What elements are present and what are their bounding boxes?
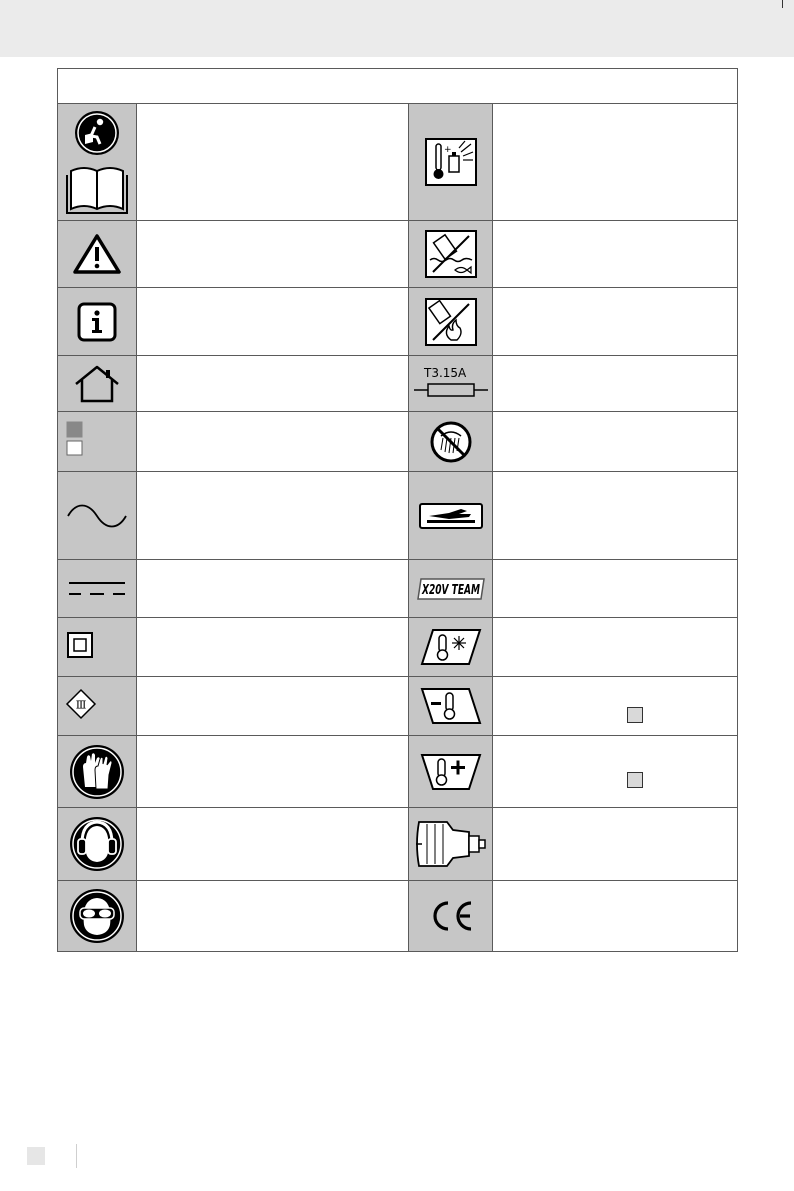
indoor-use-icon: [58, 356, 137, 412]
symbol-description: [137, 104, 409, 221]
symbol-description: [493, 221, 738, 288]
battery-adapter-icon: [409, 808, 493, 881]
table-row: [58, 808, 738, 881]
svg-text:+: +: [443, 145, 452, 155]
table-row: [58, 560, 738, 618]
table-row: [58, 104, 738, 221]
warm-surface-hand-icon: [409, 472, 493, 560]
x20v-team-logo-icon: [409, 560, 493, 618]
table-row: [58, 677, 738, 736]
symbol-description: [493, 736, 738, 808]
read-manual-icon: [58, 104, 137, 221]
symbol-description: [493, 356, 738, 412]
symbol-description: [137, 677, 409, 736]
table-row: [58, 221, 738, 288]
table-row: [58, 618, 738, 677]
top-bar: [0, 0, 794, 57]
symbol-legend-table: [57, 68, 738, 952]
protection-class-ii-icon: [58, 618, 137, 677]
sunlight-temperature-icon: [409, 104, 493, 221]
warning-triangle-icon: [58, 221, 137, 288]
symbol-description: [493, 881, 738, 952]
symbol-description: [137, 472, 409, 560]
protection-class-iii-icon: [58, 677, 137, 736]
table-header: [58, 69, 738, 104]
symbol-description: [493, 618, 738, 677]
symbol-description: [493, 560, 738, 618]
table-header-row: [58, 69, 738, 104]
symbol-description: [137, 881, 409, 952]
footer-divider: [76, 1144, 77, 1168]
checkbox: [627, 707, 643, 723]
table-row: [58, 356, 738, 412]
thermometer-plus-icon: [409, 736, 493, 808]
symbol-description: [137, 412, 409, 472]
thermometer-snowflake-icon: [409, 618, 493, 677]
symbol-description: [493, 808, 738, 881]
symbol-description: [493, 472, 738, 560]
x20v-team-logo-text: X20V TEAM: [420, 582, 480, 598]
symbol-description: [137, 288, 409, 356]
page-number-box: [27, 1147, 45, 1165]
wear-gloves-icon: [58, 736, 137, 808]
filled-empty-squares-icon: [58, 412, 137, 472]
thermometer-minus-icon: [409, 677, 493, 736]
symbol-description: [137, 618, 409, 677]
symbol-description: [137, 736, 409, 808]
no-fire-icon: [409, 288, 493, 356]
no-water-disposal-icon: [409, 221, 493, 288]
symbol-description: [137, 221, 409, 288]
crop-mark: [782, 0, 783, 8]
alternating-current-icon: [58, 472, 137, 560]
table-row: [58, 736, 738, 808]
no-rain-icon: [409, 412, 493, 472]
ce-mark-icon: [409, 881, 493, 952]
symbol-description: [137, 356, 409, 412]
table-row: [58, 881, 738, 952]
symbol-description: [493, 677, 738, 736]
symbol-description: [493, 104, 738, 221]
info-icon: [58, 288, 137, 356]
symbol-description: [493, 412, 738, 472]
fuse-rating-label: T3.15A: [423, 365, 466, 380]
symbol-description: [137, 808, 409, 881]
direct-current-icon: [58, 560, 137, 618]
wear-goggles-icon: [58, 881, 137, 952]
checkbox: [627, 772, 643, 788]
table-row: [58, 472, 738, 560]
fuse-icon: [409, 356, 493, 412]
svg-text:Ⅲ: Ⅲ: [75, 698, 87, 711]
wear-ear-protection-icon: [58, 808, 137, 881]
table-row: [58, 288, 738, 356]
symbol-description: [493, 288, 738, 356]
table-row: [58, 412, 738, 472]
symbol-description: [137, 560, 409, 618]
